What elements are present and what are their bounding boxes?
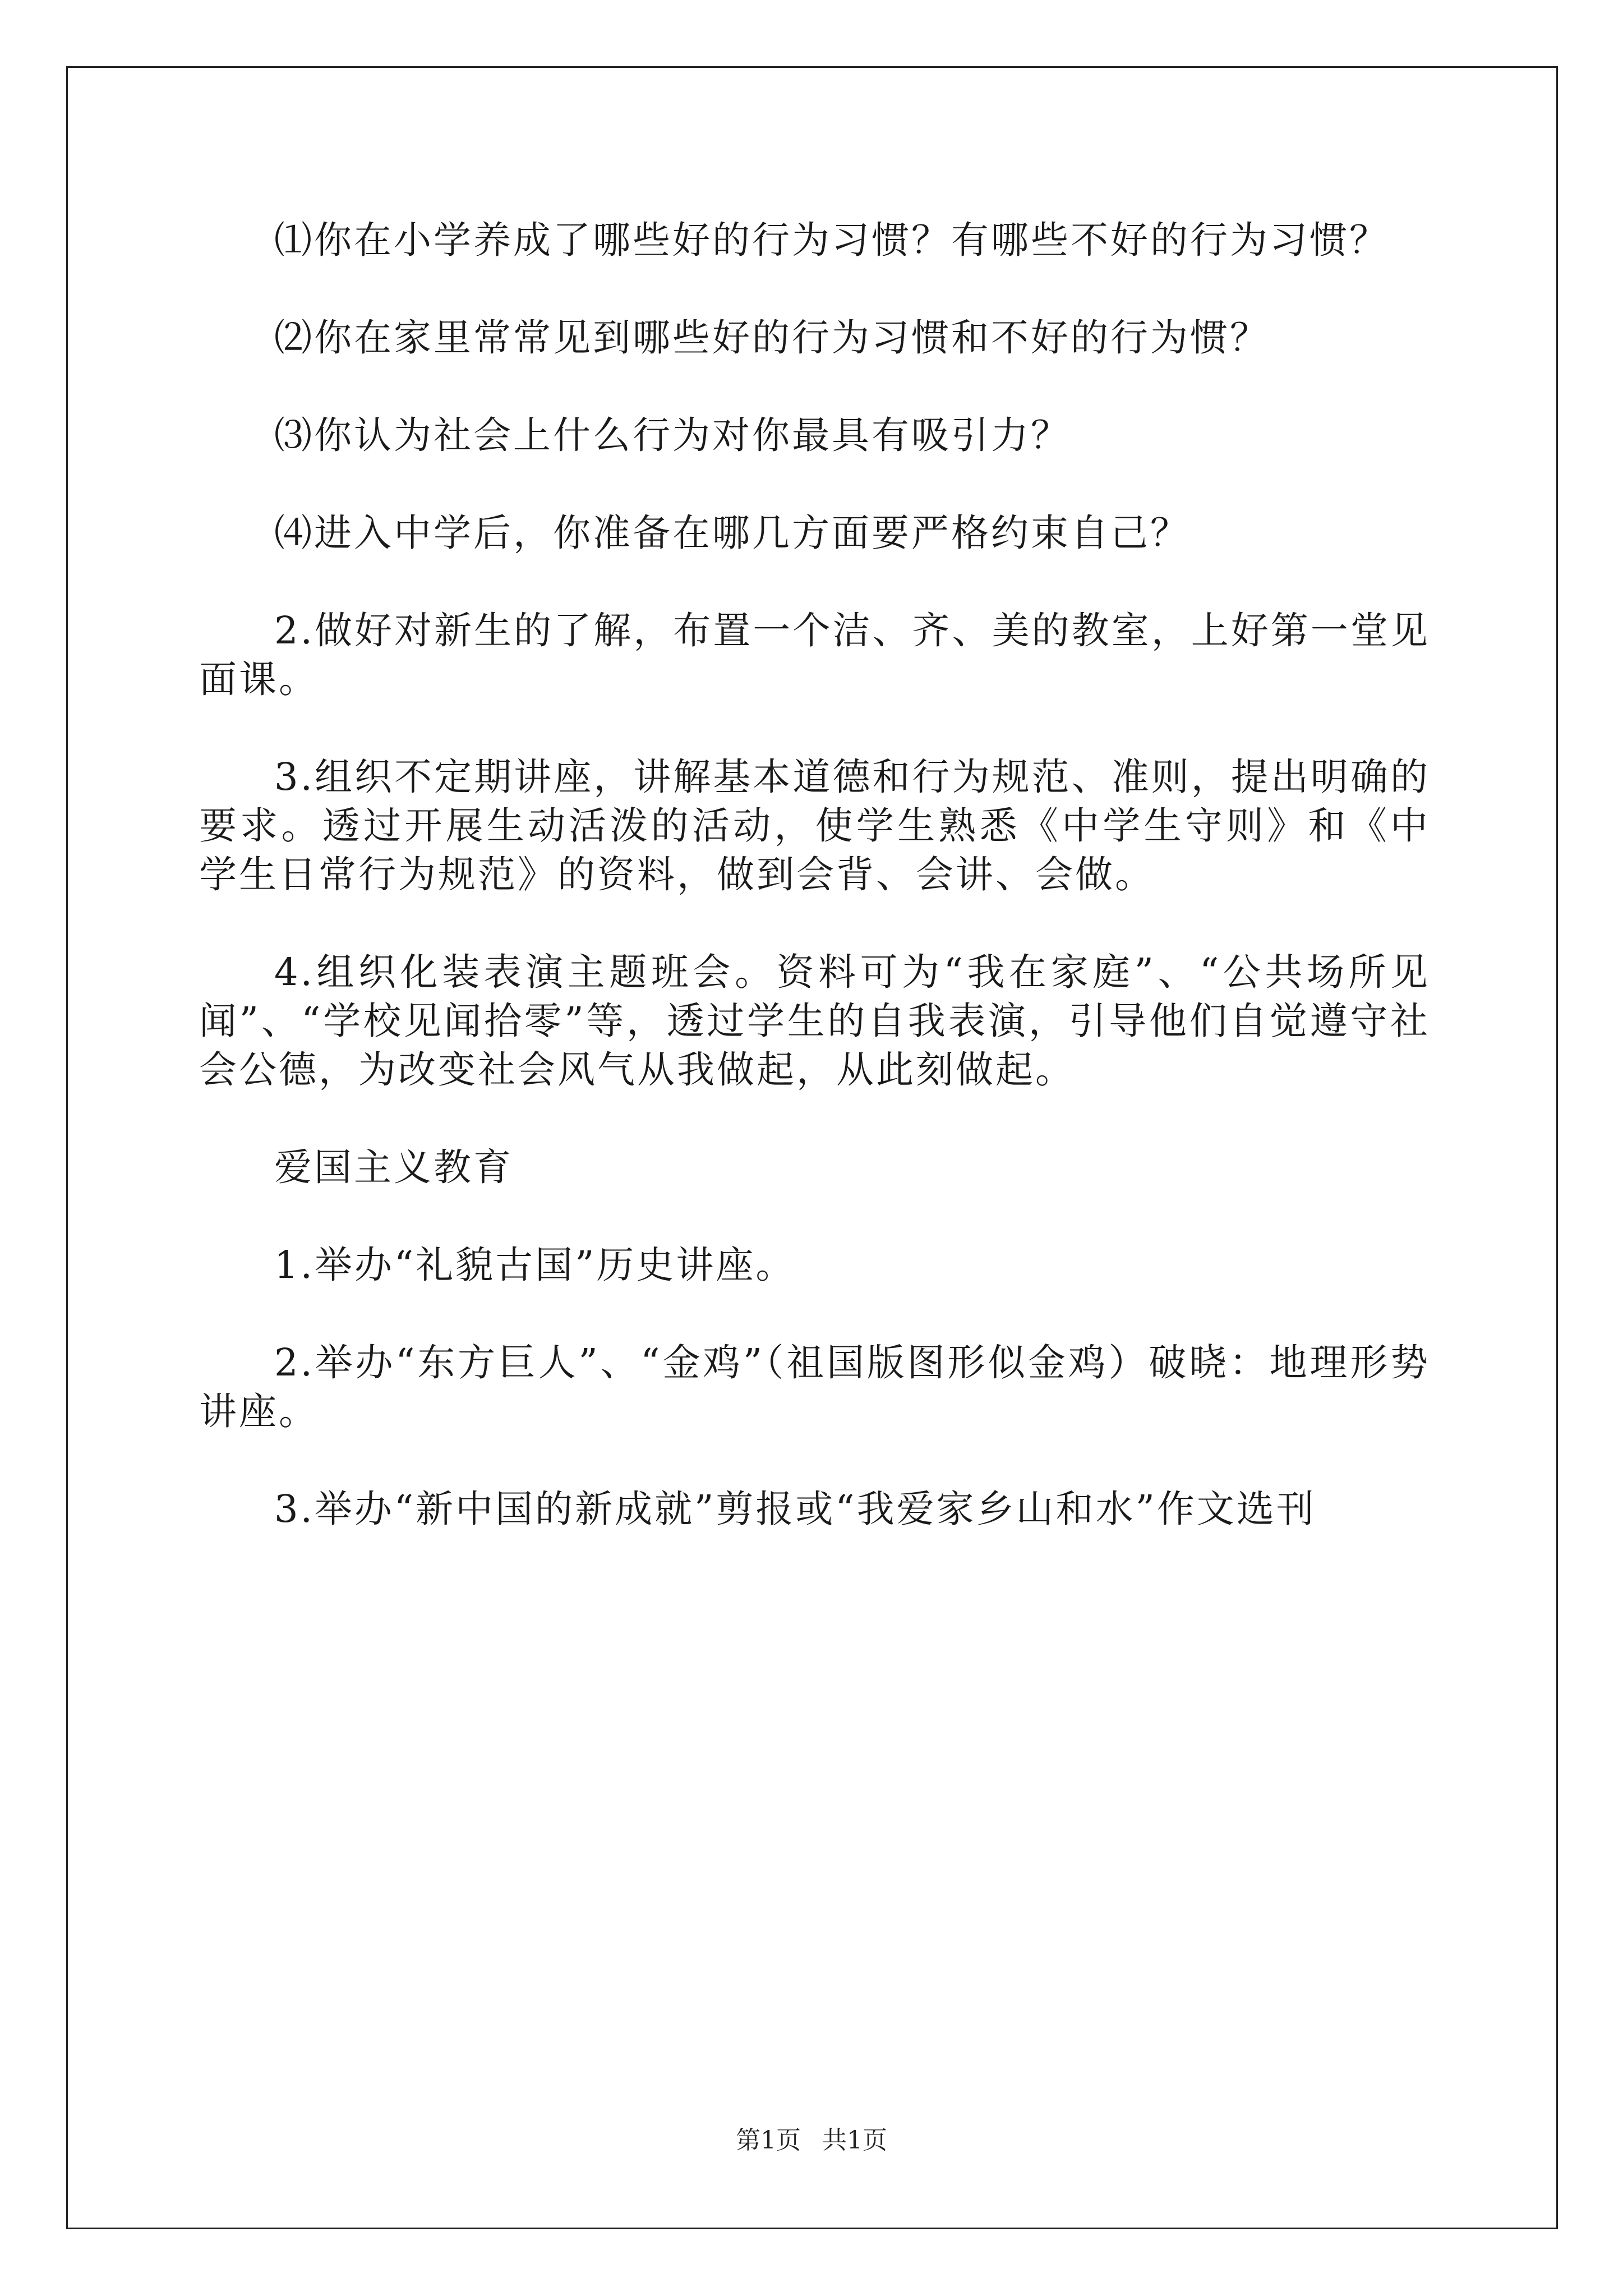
section-heading: 爱国主义教育 <box>274 1145 513 1189</box>
question-paragraph-2: ⑵你在家里常常见到哪些好的行为习惯和不好的行为惯？ <box>274 316 1270 360</box>
numbered-paragraph-4: 4.组织化装表演主题班会。资料可为“我在家庭”、“公共场所见闻”、“学校见闻拾零”等，透过学生的自我表演，引导他们自觉遵守社会公德，为改变社会风气从我做起，从此刻做起。 <box>199 950 1430 1092</box>
document-body <box>199 216 1430 1582</box>
page-footer <box>0 2124 1623 2157</box>
patriotic-item-3: 3.举办“新中国的新成就”剪报或“我爱家乡山和水”作文选刊 <box>274 1487 1316 1531</box>
patriotic-item-2: 2.举办“东方巨人”、“金鸡”（祖国版图形似金鸡）破晓：地理形势讲座。 <box>199 1341 1430 1433</box>
question-paragraph-1: ⑴你在小学养成了哪些好的行为习惯？有哪些不好的行为习惯？ <box>274 218 1389 262</box>
question-paragraph-4: ⑷进入中学后，你准备在哪几方面要严格约束自己？ <box>274 511 1190 555</box>
numbered-paragraph-2: 2.做好对新生的了解，布置一个洁、齐、美的教室，上好第一堂见面课。 <box>199 609 1430 701</box>
patriotic-item-1: 1.举办“礼貌古国”历史讲座。 <box>274 1243 796 1287</box>
page-number: 第1页 <box>736 2126 801 2155</box>
page-total: 共1页 <box>822 2126 887 2155</box>
question-paragraph-3: ⑶你认为社会上什么行为对你最具有吸引力？ <box>274 413 1071 457</box>
numbered-paragraph-3: 3.组织不定期讲座，讲解基本道德和行为规范、准则，提出明确的要求。透过开展生动活泼的活动，使学生熟悉《中学生守则》和《中学生日常行为规范》的资料，做到会背、会讲、会做。 <box>199 755 1430 896</box>
